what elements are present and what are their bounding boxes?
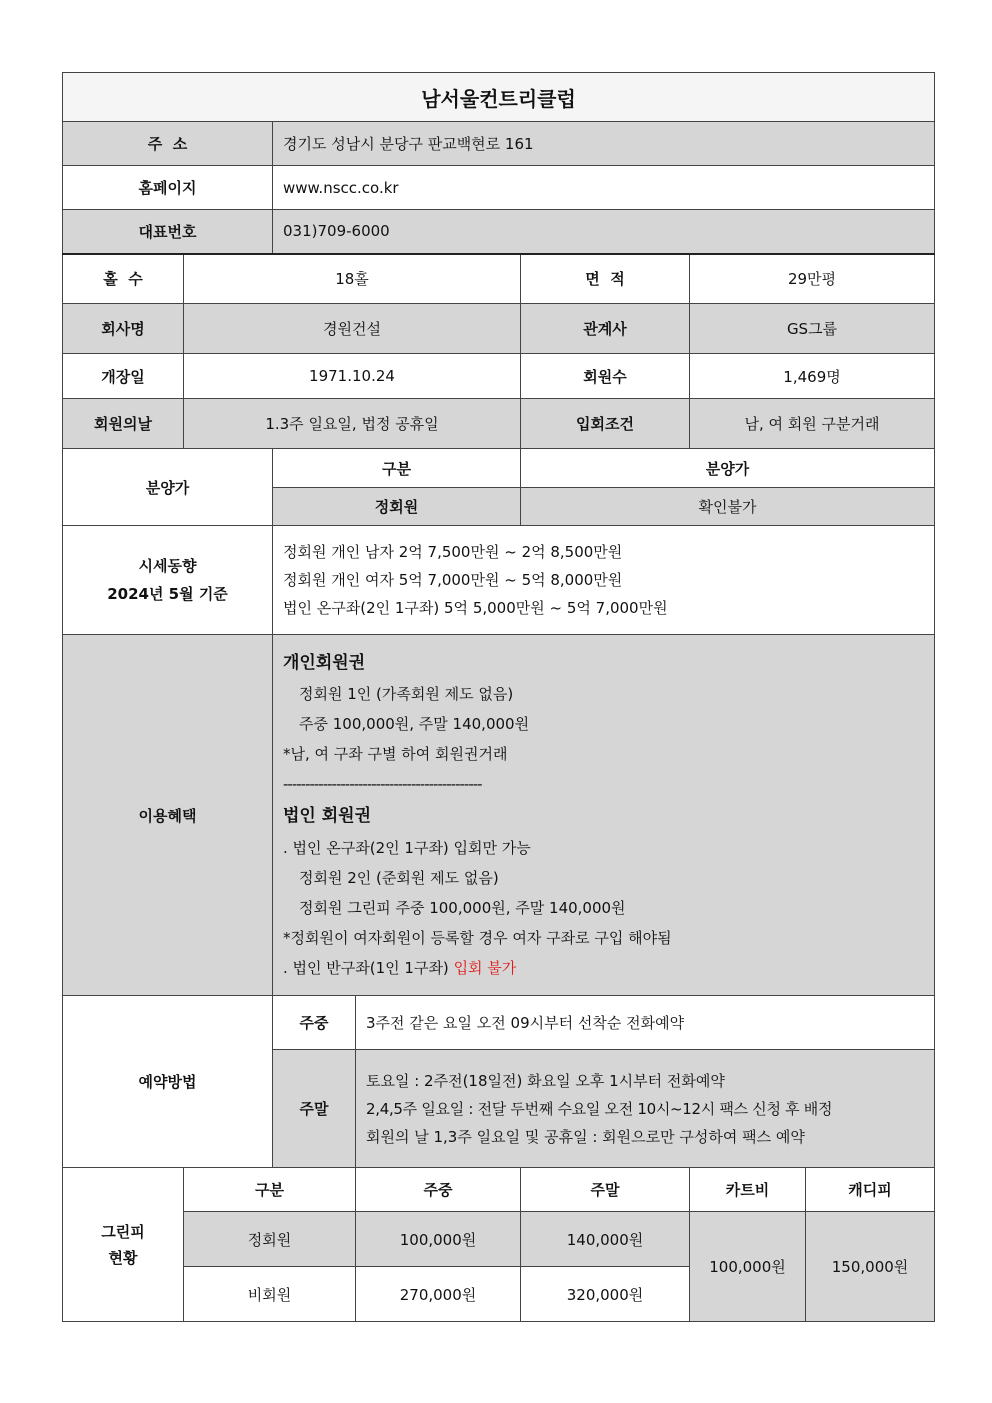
holes-value: 18홀: [184, 254, 521, 304]
weekend-line: 토요일 : 2주전(18일전) 화요일 오후 1시부터 전화예약: [366, 1071, 725, 1090]
area-label: 면 적: [521, 254, 690, 304]
benefits-label: 이용혜택: [63, 635, 273, 996]
area-value: 29만평: [690, 254, 935, 304]
market-line: 정회원 개인 남자 2억 7,500만원 ~ 2억 8,500만원: [283, 543, 623, 561]
benefit-note: *정회원이 여자회원이 등록할 경우 여자 구좌로 구입 해야됨: [283, 929, 672, 947]
holes-label: 홀 수: [63, 254, 184, 304]
sale-price-row-type: 정회원: [273, 488, 521, 526]
not-allowed-text: 입회 불가: [453, 959, 517, 977]
reservation-label: 예약방법: [63, 996, 273, 1168]
weekend-label: 주말: [273, 1050, 356, 1168]
weekend-reservation-text: [356, 1050, 935, 1168]
benefit-line: 정회원 그린피 주중 100,000원, 주말 140,000원: [299, 899, 626, 917]
phone-label: 대표번호: [63, 210, 273, 254]
greenfee-header-weekend: 주말: [521, 1168, 690, 1212]
opened-value: 1971.10.24: [184, 354, 521, 399]
market-line: 정회원 개인 여자 5억 7,000만원 ~ 5억 8,000만원: [283, 571, 623, 589]
golf-club-info-document: [62, 72, 934, 1322]
weekend-line: 회원의 날 1,3주 일요일 및 공휴일 : 회원으로만 구성하여 팩스 예약: [366, 1127, 805, 1146]
sale-price-row-value: 확인불가: [521, 488, 935, 526]
info-table: [62, 72, 935, 1322]
weekday-reservation-text: 3주전 같은 요일 오전 09시부터 선착순 전화예약: [356, 996, 935, 1050]
greenfee-label-line1: 그린피: [101, 1222, 145, 1241]
personal-membership-title: 개인회원권: [283, 653, 366, 673]
member-day-value: 1.3주 일요일, 법정 공휴일: [184, 399, 521, 449]
phone-value: 031)709-6000: [273, 210, 935, 254]
greenfee-member-weekday: 100,000원: [356, 1212, 521, 1267]
benefits-content: [273, 635, 935, 996]
join-condition-value: 남, 여 회원 구분거래: [690, 399, 935, 449]
divider: ---------------------------------------------: [283, 775, 482, 793]
market-trend-label-line2: 2024년 5월 기준: [107, 585, 228, 603]
benefit-line-half: [283, 953, 934, 983]
market-line: 법인 온구좌(2인 1구좌) 5억 5,000만원 ~ 5억 7,000만원: [283, 599, 668, 617]
greenfee-label: [63, 1168, 184, 1322]
sale-price-col-type: 구분: [273, 449, 521, 488]
company-value: 경원건설: [184, 304, 521, 354]
members-label: 회원수: [521, 354, 690, 399]
homepage-label: 홈페이지: [63, 166, 273, 210]
greenfee-caddie-fee: 150,000원: [806, 1212, 935, 1322]
benefit-line: 정회원 1인 (가족회원 제도 없음): [299, 685, 514, 703]
greenfee-header-cart: 카트비: [690, 1168, 806, 1212]
greenfee-nonmember-weekend: 320,000원: [521, 1267, 690, 1322]
greenfee-member-type: 정회원: [184, 1212, 356, 1267]
affiliate-value: GS그룹: [690, 304, 935, 354]
sale-price-label: 분양가: [63, 449, 273, 526]
join-condition-label: 입회조건: [521, 399, 690, 449]
address-label: 주 소: [63, 122, 273, 166]
opened-label: 개장일: [63, 354, 184, 399]
greenfee-header-type: 구분: [184, 1168, 356, 1212]
greenfee-header-weekday: 주중: [356, 1168, 521, 1212]
corporate-membership-title: 법인 회원권: [283, 806, 372, 826]
weekday-label: 주중: [273, 996, 356, 1050]
benefit-line: 정회원 2인 (준회원 제도 없음): [299, 869, 499, 887]
weekend-line: 2,4,5주 일요일 : 전달 두번째 수요일 오전 10시~12시 팩스 신청 후 배정: [366, 1099, 833, 1118]
company-label: 회사명: [63, 304, 184, 354]
half-account-text: . 법인 반구좌(1인 1구좌): [283, 959, 454, 977]
greenfee-label-line2: 현황: [108, 1248, 138, 1267]
homepage-link[interactable]: www.nscc.co.kr: [273, 166, 935, 210]
market-trend-values: [273, 526, 935, 635]
greenfee-nonmember-type: 비회원: [184, 1267, 356, 1322]
benefit-line: 주중 100,000원, 주말 140,000원: [299, 715, 530, 733]
affiliate-label: 관계사: [521, 304, 690, 354]
benefit-line: . 법인 온구좌(2인 1구좌) 입회만 가능: [283, 839, 531, 857]
member-day-label: 회원의날: [63, 399, 184, 449]
address-value: 경기도 성남시 분당구 판교백현로 161: [273, 122, 935, 166]
market-trend-label-line1: 시세동향: [138, 557, 197, 575]
sale-price-col-price: 분양가: [521, 449, 935, 488]
page-title: 남서울컨트리클럽: [63, 73, 935, 122]
greenfee-nonmember-weekday: 270,000원: [356, 1267, 521, 1322]
benefit-note: *남, 여 구좌 구별 하여 회원권거래: [283, 745, 508, 763]
members-value: 1,469명: [690, 354, 935, 399]
greenfee-cart-fee: 100,000원: [690, 1212, 806, 1322]
market-trend-label: [63, 526, 273, 635]
greenfee-header-caddie: 캐디피: [806, 1168, 935, 1212]
greenfee-member-weekend: 140,000원: [521, 1212, 690, 1267]
